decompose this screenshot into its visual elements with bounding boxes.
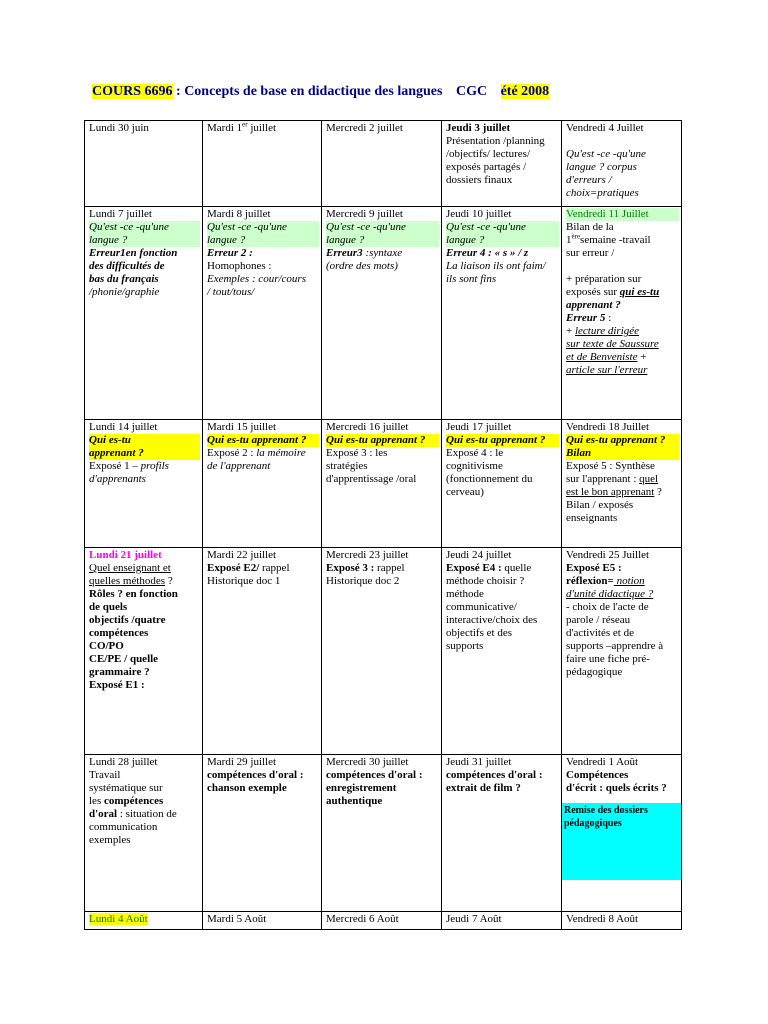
cell-text: + préparation sur <box>566 273 642 285</box>
schedule-cell <box>203 420 322 548</box>
week-row <box>85 548 682 755</box>
cell-text: dossiers finaux <box>446 174 513 186</box>
cell-text: Rôles ? en fonction <box>89 588 178 600</box>
cell-text: Erreur3 :syntaxe <box>326 247 403 259</box>
cell-text: faire une fiche pré- <box>566 653 650 665</box>
cell-text: Exposé 3 : rappel <box>326 562 405 574</box>
title-colon: : <box>176 84 181 99</box>
cell-text: bas du français <box>89 273 159 285</box>
cell-text: est le bon apprenant ? <box>566 486 662 498</box>
schedule-cell <box>562 207 682 420</box>
cell-text: Travail <box>89 769 121 781</box>
day-label: Lundi 30 juin <box>89 122 149 134</box>
cell-text: stratégies <box>326 460 368 472</box>
cell-text: enseignants <box>566 512 618 524</box>
cell-text: Qui es-tu <box>89 434 200 447</box>
cell-text: de l'apprenant <box>207 460 271 472</box>
cell-text: exposés partagés / <box>446 161 527 173</box>
cell-text: enregistrement <box>326 782 397 794</box>
cell-text: langue ? <box>446 234 559 247</box>
cell-text: systématique sur <box>89 782 163 794</box>
cell-text: /objectifs/ lectures/ <box>446 148 530 160</box>
week-row <box>85 420 682 548</box>
course-cgc: CGC <box>455 84 488 99</box>
cell-text: et de Benveniste + <box>566 351 647 363</box>
cell-text: interactive/choix des <box>446 614 538 626</box>
schedule-cell <box>322 121 442 207</box>
day-label: Mardi 22 juillet <box>207 549 277 561</box>
cell-text: cerveau) <box>446 486 484 498</box>
schedule-table <box>84 120 682 930</box>
cell-text: CE/PE / quelle <box>89 653 159 665</box>
cell-text: chanson exemple <box>207 782 287 794</box>
week-row <box>85 755 682 912</box>
cell-text: Qu'est -ce -qu'une <box>566 148 646 160</box>
cell-text: d'apprenants <box>89 473 146 485</box>
cell-text: /phonie/graphie <box>89 286 160 298</box>
cell-text: objectifs /quatre <box>89 614 166 626</box>
cell-text: grammaire ? <box>89 666 150 678</box>
cell-text: méthode choisir ? <box>446 575 525 587</box>
cell-text: langue ? <box>89 234 200 247</box>
cell-text: Qu'est -ce -qu'une <box>446 221 559 234</box>
cell-text: sur texte de Saussure <box>566 338 659 350</box>
day-label: Jeudi 31 juillet <box>446 756 512 768</box>
cell-text: réflexion= notion <box>566 575 645 587</box>
day-label: Vendredi 8 Août <box>566 913 639 925</box>
course-subject: Concepts de base en didactique des langues <box>184 84 443 99</box>
day-label: Jeudi 7 Août <box>446 913 502 925</box>
schedule-cell <box>203 912 322 930</box>
cell-text: Erreur 5 : <box>566 312 612 324</box>
cell-text: Exposé 1 – profils <box>89 460 169 472</box>
cell-text: Erreur1en fonction <box>89 247 178 259</box>
week-row <box>85 912 682 930</box>
week-row <box>85 207 682 420</box>
course-code: COURS 6696 <box>92 84 173 99</box>
cell-text: supports –apprendre à <box>566 640 664 652</box>
cell-text: Qui es-tu apprenant ? <box>207 434 319 447</box>
schedule-cell <box>85 420 203 548</box>
schedule-cell <box>85 548 203 755</box>
cell-text: compétences d'oral : <box>207 769 304 781</box>
cell-text: compétences <box>89 627 149 639</box>
cell-text: Quel enseignant et <box>89 562 171 574</box>
day-label: Mardi 8 juillet <box>207 208 271 220</box>
day-label: Mercredi 6 Août <box>326 913 399 925</box>
cell-text: Erreur 4 : « s » / z <box>446 247 529 259</box>
schedule-cell <box>562 548 682 755</box>
cell-text: pédagogiques <box>564 818 622 829</box>
cell-text: La liaison ils ont faim/ <box>446 260 546 272</box>
cell-text: Erreur 2 : <box>207 247 253 259</box>
day-label: Mardi 5 Août <box>207 913 267 925</box>
cell-text: Qui es-tu apprenant ? <box>566 434 679 447</box>
cell-text: des difficultés de <box>89 260 165 272</box>
schedule-cell <box>442 548 562 755</box>
schedule-cell <box>322 548 442 755</box>
cell-text: d'oral : situation de <box>89 808 177 820</box>
schedule-cell <box>203 121 322 207</box>
day-label: Mardi 15 juillet <box>207 421 277 433</box>
cell-text: Exposé E2/ rappel <box>207 562 290 574</box>
cell-text: Exposé E1 : <box>89 679 145 691</box>
cell-text: CO/PO <box>89 640 124 652</box>
schedule-cell <box>442 207 562 420</box>
cell-text: Exposé 3 : les <box>326 447 388 459</box>
cell-text: d'apprentissage /oral <box>326 473 417 485</box>
cell-text: méthode <box>446 588 484 600</box>
schedule-cell <box>85 755 203 912</box>
schedule-cell <box>442 912 562 930</box>
cell-text: Exposé 5 : Synthèse <box>566 460 655 472</box>
cell-text: Qui es-tu apprenant ? <box>326 434 439 447</box>
document-title <box>92 84 549 100</box>
schedule-cell <box>322 420 442 548</box>
week-row <box>85 121 682 207</box>
cell-text: exemples <box>89 834 131 846</box>
submission-highlight <box>562 803 681 880</box>
schedule-cell <box>322 755 442 912</box>
day-label: Vendredi 18 Juillet <box>566 421 650 433</box>
cell-text: pédagogique <box>566 666 623 678</box>
cell-text: de quels <box>89 601 128 613</box>
cell-text: quelles méthodes ? <box>89 575 173 587</box>
day-label: Lundi 21 juillet <box>89 549 162 561</box>
day-label: Jeudi 3 juillet <box>446 122 511 134</box>
day-label: Lundi 4 Août <box>89 913 148 925</box>
day-label: Mercredi 16 juillet <box>326 421 409 433</box>
schedule-cell <box>203 755 322 912</box>
day-label: Vendredi 11 Juillet <box>566 208 679 221</box>
schedule-cell <box>322 207 442 420</box>
cell-text: d'erreurs / <box>566 174 612 186</box>
day-label: Mardi 1er juillet <box>207 120 277 134</box>
cell-text: choix=pratiques <box>566 187 639 199</box>
cell-text: Historique doc 1 <box>207 575 281 587</box>
cell-text: (ordre des mots) <box>326 260 398 272</box>
day-label: Mardi 29 juillet <box>207 756 277 768</box>
schedule-cell <box>562 912 682 930</box>
cell-text: langue ? corpus <box>566 161 637 173</box>
cell-text: Bilan / exposés <box>566 499 634 511</box>
cell-text: Bilan de la <box>566 221 614 233</box>
cell-text: Compétences <box>566 769 629 781</box>
cell-text: les compétences <box>89 795 164 807</box>
day-label: Mercredi 9 juillet <box>326 208 403 220</box>
cell-text: Exposé E4 : quelle <box>446 562 532 574</box>
day-label: Jeudi 24 juillet <box>446 549 512 561</box>
cell-text: compétences d'oral : <box>326 769 423 781</box>
cell-text: article sur l'erreur <box>566 364 648 376</box>
cell-text: Bilan <box>566 447 679 460</box>
cell-text: sur l'apprenant : quel <box>566 473 659 485</box>
day-label: Vendredi 25 Juillet <box>566 549 650 561</box>
day-label: Mercredi 23 juillet <box>326 549 409 561</box>
cell-text: / tout/tous/ <box>207 286 255 298</box>
day-label: Jeudi 10 juillet <box>446 208 512 220</box>
schedule-cell <box>562 420 682 548</box>
cell-text: Exposé E5 : <box>566 562 622 574</box>
cell-text: sur erreur / <box>566 247 615 259</box>
cell-text: - choix de l'acte de <box>566 601 649 613</box>
schedule-cell <box>442 420 562 548</box>
day-label: Lundi 7 juillet <box>89 208 152 220</box>
cell-text: parole / réseau <box>566 614 631 626</box>
cell-text: supports <box>446 640 484 652</box>
cell-text: d'unité didactique ? <box>566 588 654 600</box>
cell-text: Historique doc 2 <box>326 575 400 587</box>
cell-text: Présentation /planning <box>446 135 545 147</box>
cell-text: + lecture dirigée <box>566 325 640 337</box>
cell-text: extrait de film ? <box>446 782 521 794</box>
schedule-cell <box>203 548 322 755</box>
cell-text: d'activités et de <box>566 627 634 639</box>
schedule-cell <box>562 121 682 207</box>
cell-text: communicative/ <box>446 601 517 613</box>
cell-text: langue ? <box>326 234 439 247</box>
cell-text: ils sont fins <box>446 273 497 285</box>
day-label: Mercredi 30 juillet <box>326 756 409 768</box>
cell-text: exposés sur qui es-tu <box>566 286 660 298</box>
cell-text: d'écrit : quels écrits ? <box>566 782 667 794</box>
schedule-cell <box>562 755 682 912</box>
cell-text: 1èresemaine -travail <box>566 232 651 246</box>
schedule-cell <box>85 207 203 420</box>
cell-text: apprenant ? <box>89 447 200 460</box>
schedule-cell <box>322 912 442 930</box>
schedule-cell <box>203 207 322 420</box>
day-label: Lundi 28 juillet <box>89 756 158 768</box>
schedule-cell <box>442 755 562 912</box>
day-label: Vendredi 4 Juillet <box>566 122 644 134</box>
cell-text: Qu'est -ce -qu'une <box>326 221 439 234</box>
cell-text: Exposé 2 : la mémoire <box>207 447 306 459</box>
cell-text: langue ? <box>207 234 319 247</box>
day-label: Vendredi 1 Août <box>566 756 639 768</box>
cell-text: Homophones : <box>207 260 272 272</box>
cell-text: compétences d'oral : <box>446 769 543 781</box>
cell-text: authentique <box>326 795 383 807</box>
cell-text: objectifs et des <box>446 627 512 639</box>
cell-text: Qu'est -ce -qu'une <box>89 221 200 234</box>
cell-text: apprenant ? <box>566 299 621 311</box>
cell-text: (fonctionnement du <box>446 473 533 485</box>
schedule-cell <box>442 121 562 207</box>
cell-text: cognitivisme <box>446 460 503 472</box>
cell-text: Qu'est -ce -qu'une <box>207 221 319 234</box>
course-term: été 2008 <box>500 84 550 99</box>
cell-text: Exposé 4 : le <box>446 447 504 459</box>
cell-text: Exemples : cour/cours <box>207 273 306 285</box>
day-label: Lundi 14 juillet <box>89 421 158 433</box>
schedule-cell <box>85 912 203 930</box>
cell-text: Qui es-tu apprenant ? <box>446 434 559 447</box>
day-label: Mercredi 2 juillet <box>326 122 403 134</box>
cell-text: Remise des dossiers <box>564 805 648 816</box>
cell-text: communication <box>89 821 158 833</box>
schedule-cell <box>85 121 203 207</box>
day-label: Jeudi 17 juillet <box>446 421 512 433</box>
